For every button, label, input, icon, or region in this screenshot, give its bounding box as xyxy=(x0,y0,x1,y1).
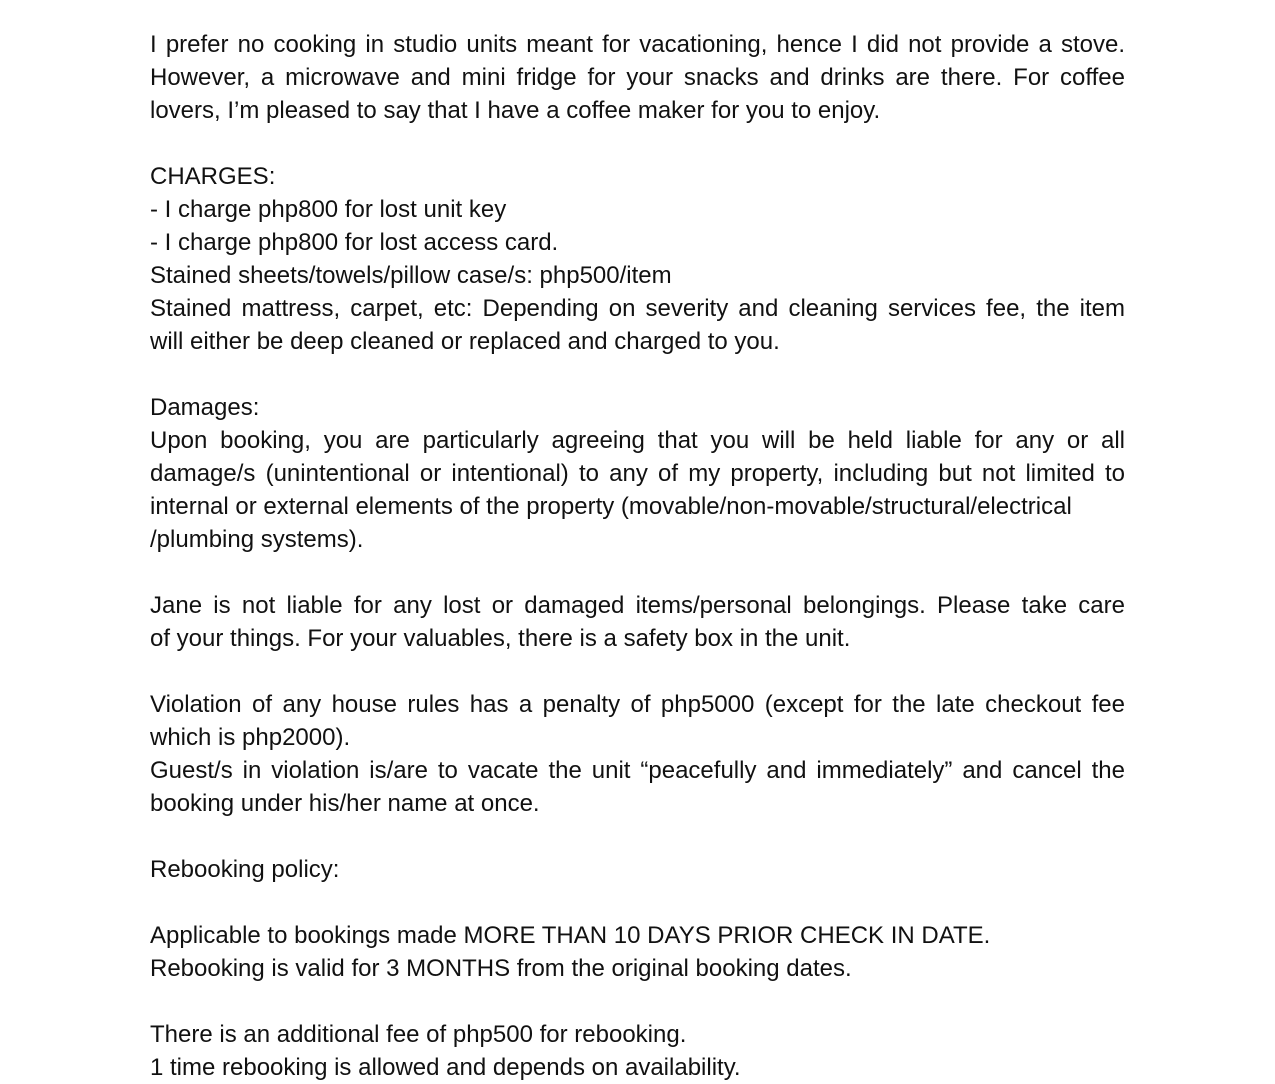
text-line: Stained sheets/towels/pillow case/s: php500/item xyxy=(150,262,672,289)
text-line: - I charge php800 for lost unit key xyxy=(150,196,507,223)
text-line: Rebooking is valid for 3 MONTHS from the original booking dates. xyxy=(150,955,852,982)
rebooking-section xyxy=(150,853,1125,1084)
text-line: Guest/s in violation is/are to vacate the unit “peacefully and immediately” and cancel the xyxy=(150,757,1125,784)
text-line: Jane is not liable for any lost or damaged items/personal belongings. Please take care xyxy=(150,592,1125,619)
paragraph-gap xyxy=(150,985,1125,1018)
text-line: There is an additional fee of php500 for rebooking. xyxy=(150,1021,687,1048)
violation-paragraph xyxy=(150,688,1125,820)
charges-heading: CHARGES: xyxy=(150,163,276,190)
text-line: which is php2000). xyxy=(150,724,351,751)
text-line: 1 time rebooking is allowed and depends on availability. xyxy=(150,1054,741,1081)
paragraph-gap xyxy=(150,358,1125,391)
text-line: damage/s (unintentional or intentional) to any of my property, including but not limited to xyxy=(150,460,1125,487)
text-line: of your things. For your valuables, there is a safety box in the unit. xyxy=(150,625,851,652)
text-line: lovers, I’m pleased to say that I have a coffee maker for you to enjoy. xyxy=(150,97,881,124)
text-line: Upon booking, you are particularly agreeing that you will be held liable for any or all xyxy=(150,427,1125,454)
rebooking-heading: Rebooking policy: xyxy=(150,856,340,883)
paragraph-gap xyxy=(150,556,1125,589)
document-page xyxy=(150,28,1125,1084)
paragraph-gap xyxy=(150,127,1125,160)
text-line: Violation of any house rules has a penalty of php5000 (except for the late checkout fee xyxy=(150,691,1125,718)
intro-paragraph xyxy=(150,28,1125,127)
text-line: However, a microwave and mini fridge for your snacks and drinks are there. For coffee xyxy=(150,64,1125,91)
paragraph-gap xyxy=(150,886,1125,919)
text-line: booking under his/her name at once. xyxy=(150,790,540,817)
text-line: Stained mattress, carpet, etc: Depending on severity and cleaning services fee, the item xyxy=(150,295,1125,322)
charges-section xyxy=(150,160,1125,358)
text-line: internal or external elements of the property (movable/non-movable/structural/electrical xyxy=(150,493,1072,520)
text-line: /plumbing systems). xyxy=(150,526,364,553)
text-line: Applicable to bookings made MORE THAN 10 DAYS PRIOR CHECK IN DATE. xyxy=(150,922,991,949)
text-line: I prefer no cooking in studio units meant for vacationing, hence I did not provide a stove. xyxy=(150,31,1125,58)
text-line: - I charge php800 for lost access card. xyxy=(150,229,559,256)
text-line: will either be deep cleaned or replaced and charged to you. xyxy=(150,328,780,355)
liability-paragraph xyxy=(150,589,1125,655)
paragraph-gap xyxy=(150,655,1125,688)
damages-heading: Damages: xyxy=(150,394,260,421)
damages-section xyxy=(150,391,1125,556)
paragraph-gap xyxy=(150,820,1125,853)
